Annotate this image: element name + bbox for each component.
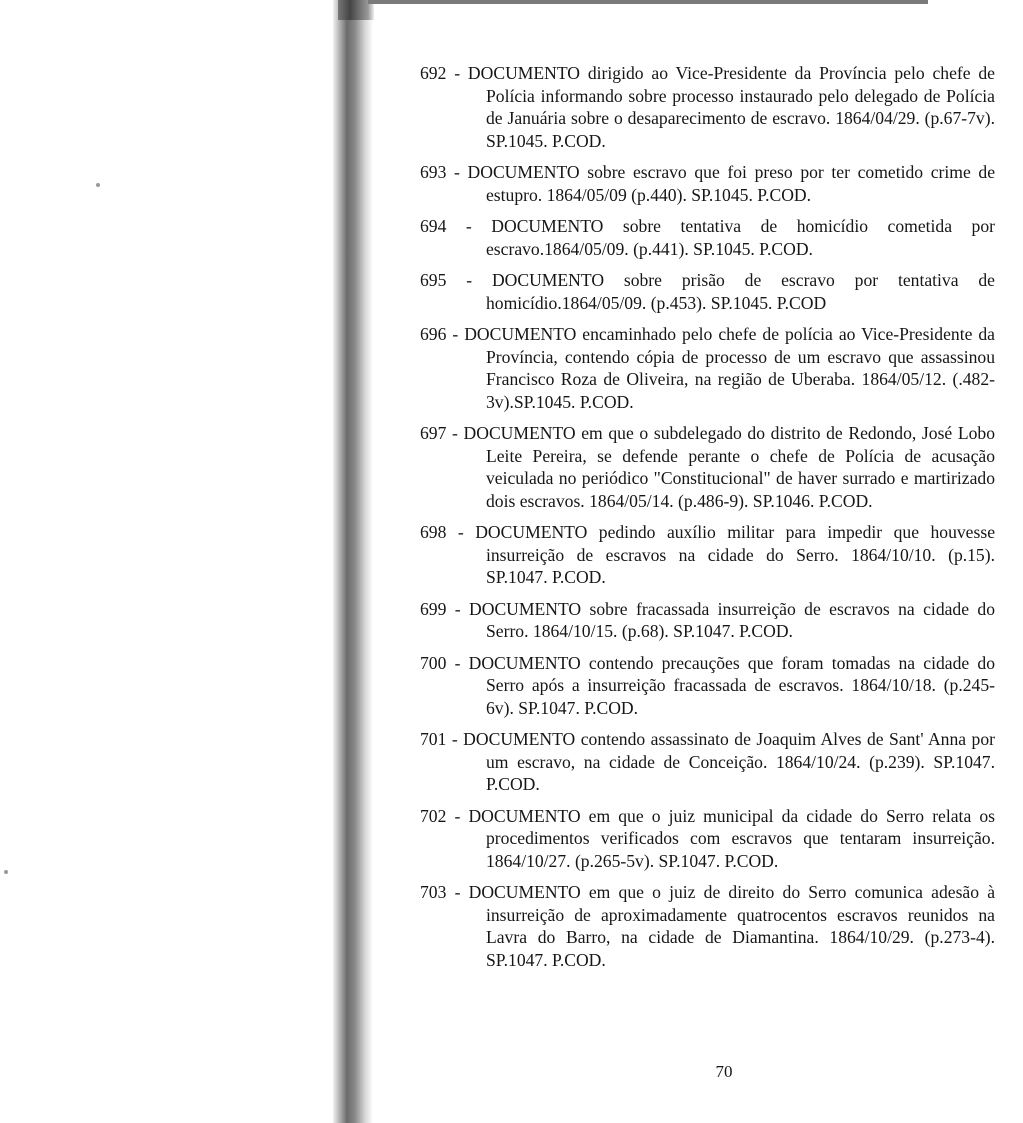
entry-text: DOCUMENTO sobre prisão de escravo por tentativa de homicídio.1864/05/09. (p.453). SP.1045. P.COD bbox=[486, 270, 995, 313]
entry-number: 702 bbox=[420, 805, 447, 826]
entry-number: 693 bbox=[420, 162, 447, 182]
entry-number: 692 bbox=[420, 63, 447, 83]
scan-speck bbox=[4, 870, 8, 874]
page-number: 70 bbox=[715, 1062, 733, 1081]
entry-text: DOCUMENTO sobre tentativa de homicídio cometida por escravo.1864/05/09. (p.441). SP.1045. P.COD. bbox=[486, 216, 996, 259]
document-entry: 703 - DOCUMENTO em que o juiz de direito do Serro comunica adesão à insurreição de aproximadamente quatrocentos escravos reunidos na Lavra do Barro, na cidade de Diamantina. 1864/10/29. (p.273-4). SP.1047. P.COD. bbox=[420, 882, 996, 970]
entry-text: DOCUMENTO contendo precauções que foram tomadas na cidade do Serro após a insurreição fracassada de escravos. 1864/10/18. (p.245-6v). SP.1047. P.COD. bbox=[468, 652, 995, 718]
entry-text: DOCUMENTO sobre escravo que foi preso por ter cometido crime de estupro. 1864/05/09 (p.440). SP.1045. P.COD. bbox=[467, 162, 996, 205]
entry-number: 697 bbox=[420, 423, 447, 443]
entry-text: DOCUMENTO contendo assassinato de Joaquim Alves de Sant' Anna por um escravo, na cidade de Conceição. 1864/10/24. (p.239). SP.1047. P.COD. bbox=[463, 729, 995, 794]
document-entry: 700 - DOCUMENTO contendo precauções que foram tomadas na cidade do Serro após a insurreição fracassada de escravos. 1864/10/18. (p.245-6v). SP.1047. P.COD. bbox=[420, 652, 995, 718]
entry-text: DOCUMENTO pedindo auxílio militar para impedir que houvesse insurreição de escravos na cidade do Serro. 1864/10/10. (p.15). SP.1047. P.COD. bbox=[475, 522, 995, 587]
entry-number: 695 bbox=[420, 270, 447, 290]
entry-text: DOCUMENTO sobre fracassada insurreição de escravos na cidade do Serro. 1864/10/15. (p.68). SP.1047. P.COD. bbox=[469, 598, 996, 641]
entry-text: DOCUMENTO dirigido ao Vice-Presidente da Província pelo chefe de Polícia informando sobre processo instaurado pelo delegado de Polícia de Januária sobre o desaparecimento de escravo. 1864/04/29. (p.67-7v). SP.1045. P.COD. bbox=[467, 63, 995, 151]
document-entry: 702 - DOCUMENTO em que o juiz municipal da cidade do Serro relata os procedimentos verificados com escravos que tentaram insurreição. 1864/10/27. (p.265-5v). SP.1047. P.COD. bbox=[420, 805, 995, 871]
entry-number: 701 bbox=[420, 729, 447, 749]
entry-number: 700 bbox=[420, 652, 447, 673]
entry-text: DOCUMENTO encaminhado pelo chefe de polícia ao Vice-Presidente da Província, contendo cópia de processo de um escravo que assassinou Francisco Roza de Oliveira, na região de Uberaba. 1864/05/12. (.482-3v).SP.1045. P.COD. bbox=[464, 324, 995, 412]
document-entry: 695 - DOCUMENTO sobre prisão de escravo por tentativa de homicídio.1864/05/09. (p.453). SP.1045. P.COD bbox=[420, 270, 995, 313]
top-page-edge bbox=[368, 0, 928, 4]
entry-number: 699 bbox=[420, 598, 447, 619]
entry-number: 694 bbox=[420, 216, 447, 236]
document-entry: 692 - DOCUMENTO dirigido ao Vice-Presidente da Província pelo chefe de Polícia informando sobre processo instaurado pelo delegado de Polícia de Januária sobre o desaparecimento de escravo. 1864/04/29. (p.67-7v). SP.1045. P.COD. bbox=[420, 63, 995, 151]
scan-speck bbox=[96, 183, 100, 187]
entry-text: DOCUMENTO em que o subdelegado do distrito de Redondo, José Lobo Leite Pereira, se defende perante o chefe de Polícia de acusação veiculada no periódico "Constitucional" de haver surrado e martirizado dois escravos. 1864/05/14. (p.486-9). SP.1046. P.COD. bbox=[463, 423, 996, 511]
document-entry: 694 - DOCUMENTO sobre tentativa de homicídio cometida por escravo.1864/05/09. (p.441). SP.1045. P.COD. bbox=[420, 216, 996, 259]
document-entry: 697 - DOCUMENTO em que o subdelegado do distrito de Redondo, José Lobo Leite Pereira, se defende perante o chefe de Polícia de acusação veiculada no periódico "Constitucional" de haver surrado e martirizado dois escravos. 1864/05/14. (p.486-9). SP.1046. P.COD. bbox=[420, 423, 996, 511]
entry-text: DOCUMENTO em que o juiz municipal da cidade do Serro relata os procedimentos verificados com escravos que tentaram insurreição. 1864/10/27. (p.265-5v). SP.1047. P.COD. bbox=[468, 805, 995, 871]
document-entry: 693 - DOCUMENTO sobre escravo que foi preso por ter cometido crime de estupro. 1864/05/09 (p.440). SP.1045. P.COD. bbox=[420, 162, 996, 205]
document-page bbox=[420, 62, 995, 980]
document-entry: 698 - DOCUMENTO pedindo auxílio militar para impedir que houvesse insurreição de escravos na cidade do Serro. 1864/10/10. (p.15). SP.1047. P.COD. bbox=[420, 522, 995, 587]
entry-number: 698 bbox=[420, 522, 447, 542]
document-entry: 699 - DOCUMENTO sobre fracassada insurreição de escravos na cidade do Serro. 1864/10/15. (p.68). SP.1047. P.COD. bbox=[420, 598, 996, 641]
document-entry: 696 - DOCUMENTO encaminhado pelo chefe de polícia ao Vice-Presidente da Província, contendo cópia de processo de um escravo que assassinou Francisco Roza de Oliveira, na região de Uberaba. 1864/05/12. (.482-3v).SP.1045. P.COD. bbox=[420, 324, 995, 412]
document-entry: 701 - DOCUMENTO contendo assassinato de Joaquim Alves de Sant' Anna por um escravo, na cidade de Conceição. 1864/10/24. (p.239). SP.1047. P.COD. bbox=[420, 729, 995, 794]
book-binding-shadow bbox=[333, 0, 373, 1123]
entry-number: 703 bbox=[420, 882, 447, 902]
entry-text: DOCUMENTO em que o juiz de direito do Serro comunica adesão à insurreição de aproximadamente quatrocentos escravos reunidos na Lavra do Barro, na cidade de Diamantina. 1864/10/29. (p.273-4). SP.1047. P.COD. bbox=[468, 882, 996, 970]
entry-number: 696 bbox=[420, 324, 447, 344]
